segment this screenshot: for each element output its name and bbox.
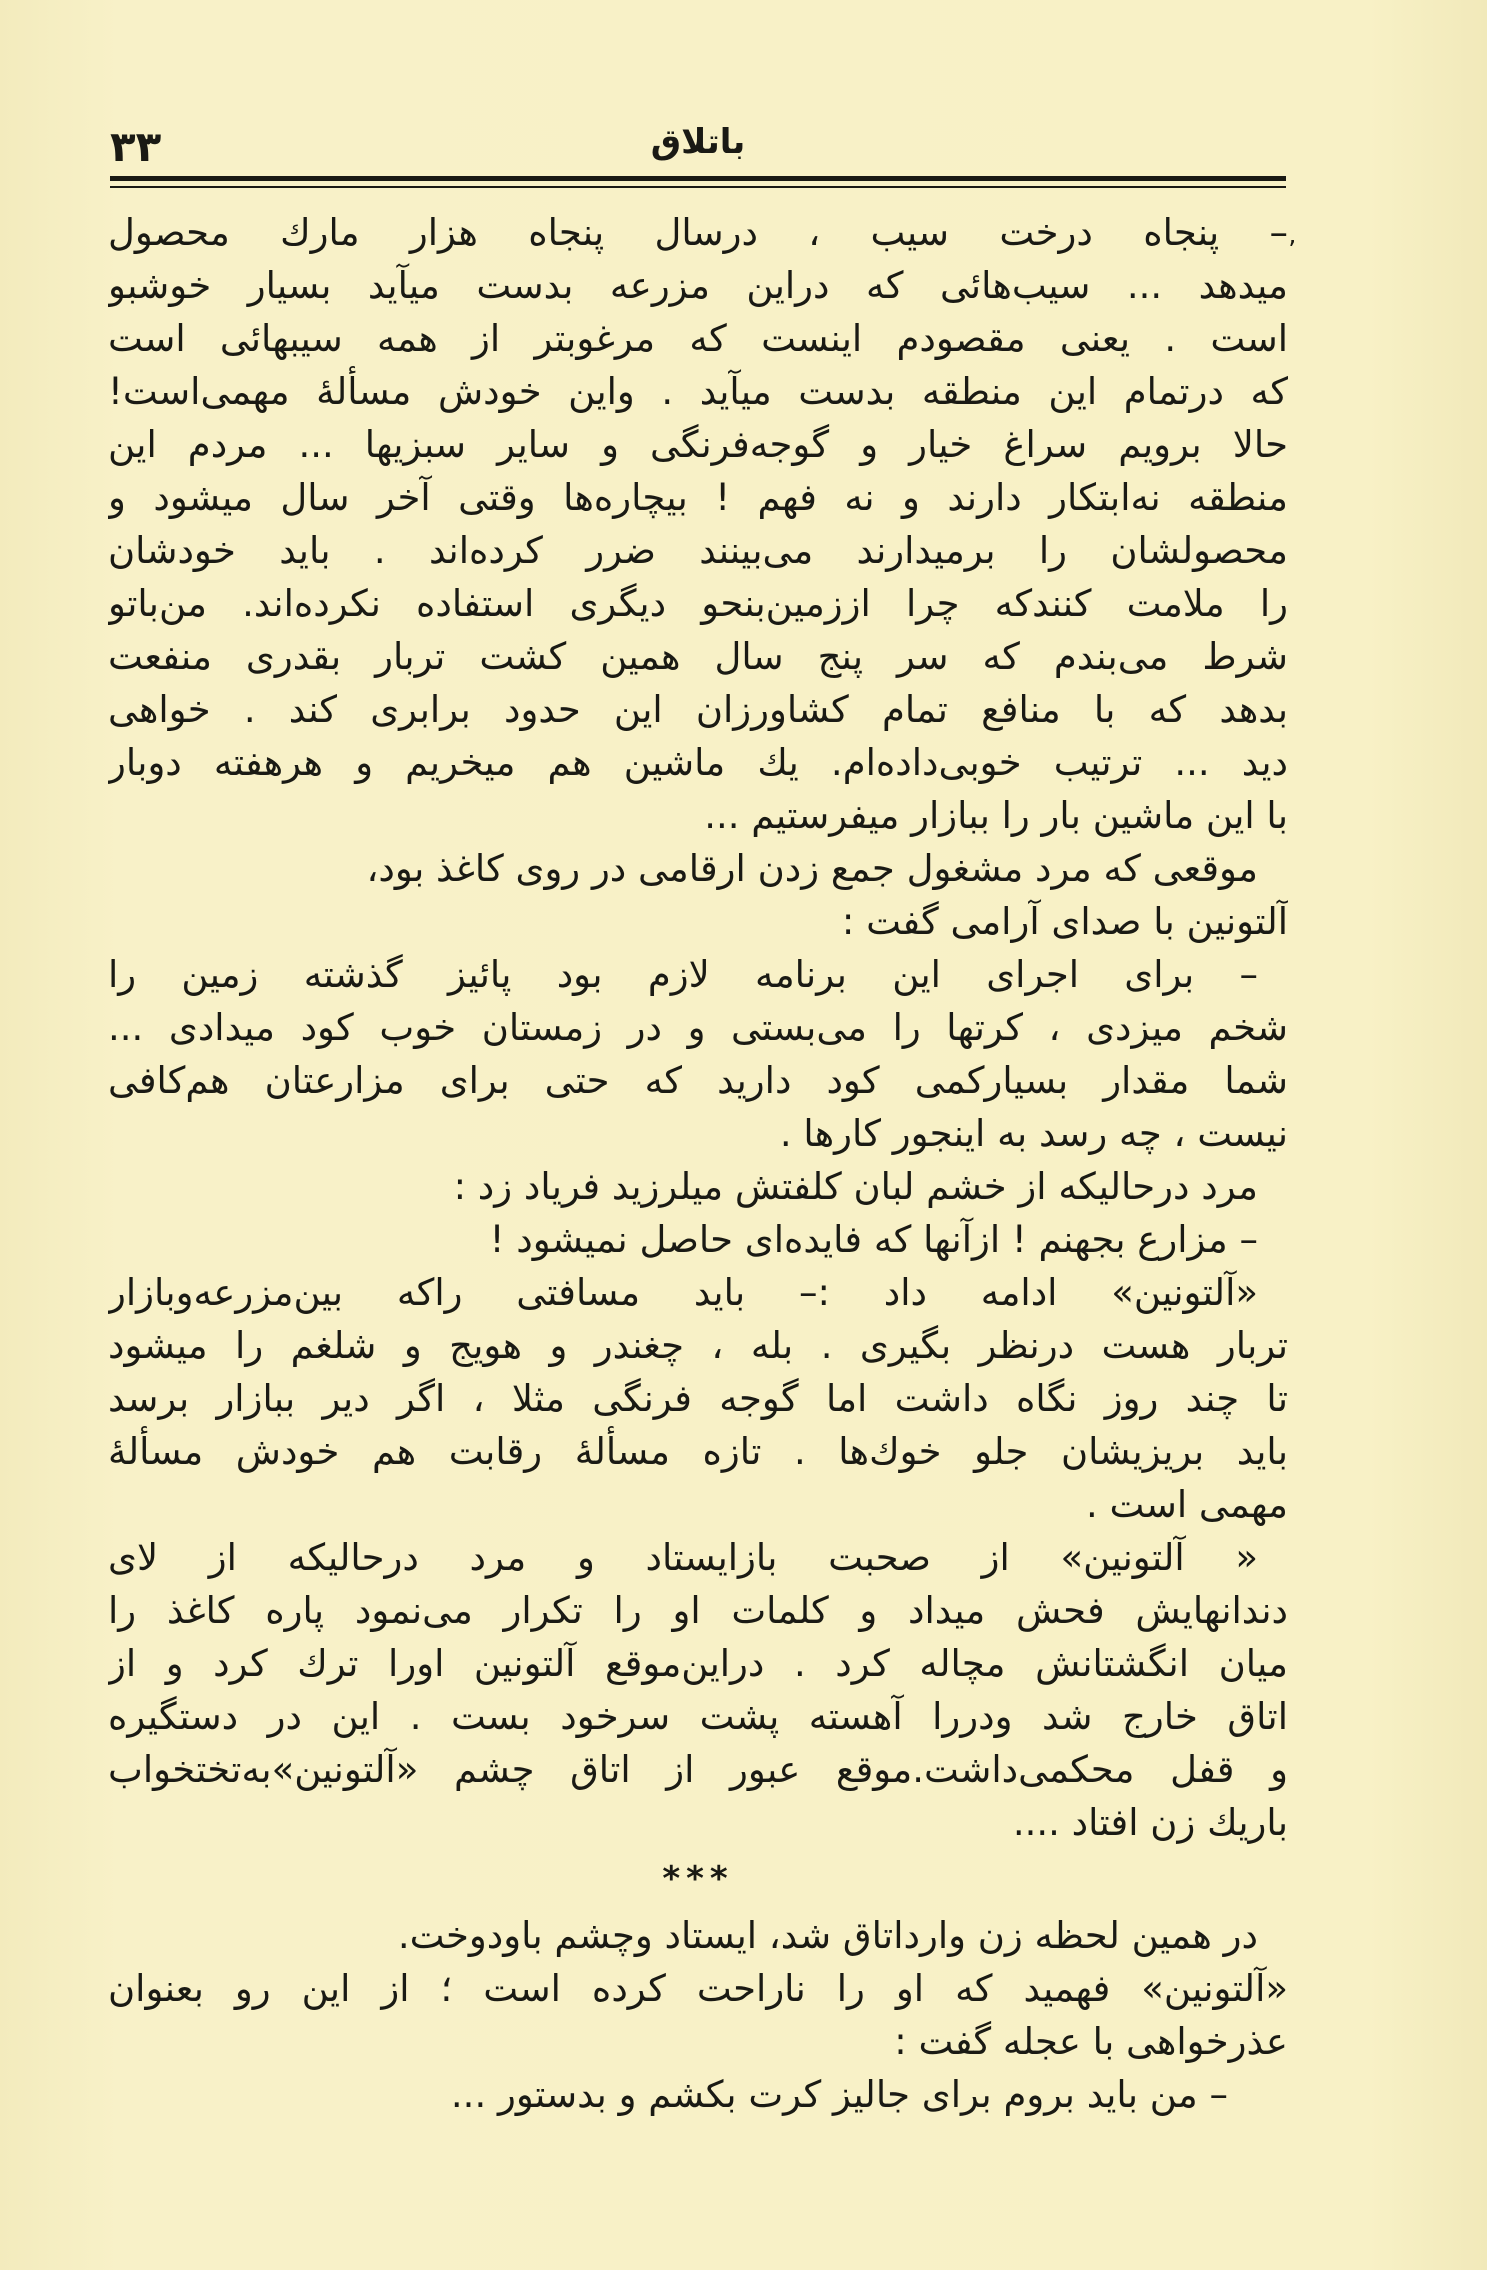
text-line: «آلتونین» فهمید که او را ناراحت کرده است ؛ از این رو بعنوان — [108, 1967, 1288, 2010]
text-line: منطقه نه‌ابتکار دارند و نه فهم ! بیچاره‌ها وقتی آخر سال میشود و — [108, 476, 1288, 519]
text-line: – من باید بروم برای جالیز کرت بکشم و بدستور ... — [450, 2073, 1228, 2116]
stray-mark: ٬ — [1288, 236, 1297, 266]
text-line: تربار هست درنظر بگیری . بله ، چغندر و هویج و شلغم را میشود — [108, 1324, 1288, 1367]
text-line: و قفل محکمی‌داشت.موقع عبور از اتاق چشم «آلتونین»به‌تختخواب — [108, 1748, 1288, 1791]
text-line: در همین لحظه زن وارداتاق شد، ایستاد وچشم باودوخت. — [397, 1914, 1258, 1957]
text-line: با این ماشین بار را ببازار میفرستیم ... — [704, 794, 1288, 837]
text-line: را ملامت کنندکه چرا اززمین‌بنحو دیگری استفاده نکرده‌اند. من‌باتو — [108, 582, 1288, 625]
text-line: بدهد که با منافع تمام کشاورزان این حدود برابری کند . خواهی — [108, 688, 1288, 731]
page-header — [110, 118, 1286, 178]
header-rule-thick — [110, 176, 1286, 181]
text-line: مرد درحالیکه از خشم لبان کلفتش میلرزید فریاد زد : — [453, 1165, 1258, 1208]
text-line: باریك زن افتاد .... — [1012, 1801, 1288, 1844]
running-title: باتلاق — [650, 122, 746, 162]
text-line: تا چند روز نگاه داشت اما گوجه فرنگی مثلا ، اگر دیر ببازار برسد — [108, 1377, 1288, 1420]
text-line: مهمی است . — [1085, 1483, 1288, 1526]
text-line: دندانهایش فحش میداد و کلمات او را تکرار می‌نمود پاره کاغذ را — [108, 1589, 1288, 1632]
page-number: ۳۳ — [110, 122, 162, 171]
text-line: محصولشان را برمیدارند می‌بینند ضرر کرده‌اند . باید خودشان — [108, 529, 1288, 572]
text-line: «آلتونین» ادامه داد :– باید مسافتی راکه بین‌مزرعه‌وبازار — [108, 1271, 1258, 1314]
text-line: عذرخواهی با عجله گفت : — [894, 2020, 1288, 2063]
text-line: میان انگشتانش مچاله کرد . دراین‌موقع آلتونین اورا ترك کرد و از — [108, 1642, 1288, 1685]
text-line: باید بریزیشان جلو خوك‌ها . تازه مسألهٔ رقابت هم خودش مسألهٔ — [108, 1430, 1288, 1473]
text-line: « آلتونین» از صحبت بازایستاد و مرد درحالیکه از لای — [108, 1536, 1258, 1579]
section-separator: *** — [662, 1859, 734, 1899]
text-line: شرط می‌بندم که سر پنج سال همین کشت تربار بقدری منفعت — [108, 635, 1288, 678]
text-line: حالا برویم سراغ خیار و گوجه‌فرنگی و سایر سبزیها ... مردم این — [108, 423, 1288, 466]
text-line: نیست ، چه رسد به اینجور کارها . — [779, 1112, 1288, 1155]
header-rule-thin — [110, 186, 1286, 188]
text-line: است . یعنی مقصودم اینست که مرغوبتر از همه سیبهائی است — [108, 317, 1288, 360]
text-line: موقعی که مرد مشغول جمع زدن ارقامی در روی کاغذ بود، — [366, 847, 1258, 890]
body-text — [108, 206, 1288, 2121]
text-line: اتاق خارج شد ودررا آهسته پشت سرخود بست . این در دستگیره — [108, 1695, 1288, 1738]
text-line: دید ... ترتیب خوبی‌داده‌ام. یك ماشین هم میخریم و هرهفته دوبار — [108, 741, 1288, 784]
text-line: شما مقدار بسیارکمی کود دارید که حتی برای مزارعتان هم‌کافی — [108, 1059, 1288, 1102]
text-line: که درتمام این منطقه بدست میآید . واین خودش مسألهٔ مهمی‌است! — [108, 370, 1288, 413]
text-line: میدهد ... سیب‌هائی که دراین مزرعه بدست میآید بسیار خوشبو — [108, 264, 1288, 307]
text-line: – مزارع بجهنم ! ازآنها که فایده‌ای حاصل نمیشود ! — [489, 1218, 1258, 1261]
text-line: شخم میزدی ، کرتها را می‌بستی و در زمستان خوب کود میدادی ... — [108, 1006, 1288, 1049]
text-line: آلتونین با صدای آرامی گفت : — [841, 900, 1288, 943]
text-line: – برای اجرای این برنامه لازم بود پائیز گذشته زمین را — [108, 953, 1258, 996]
text-line: – پنجاه درخت سیب ، درسال پنجاه هزار مارك محصول — [108, 211, 1288, 254]
